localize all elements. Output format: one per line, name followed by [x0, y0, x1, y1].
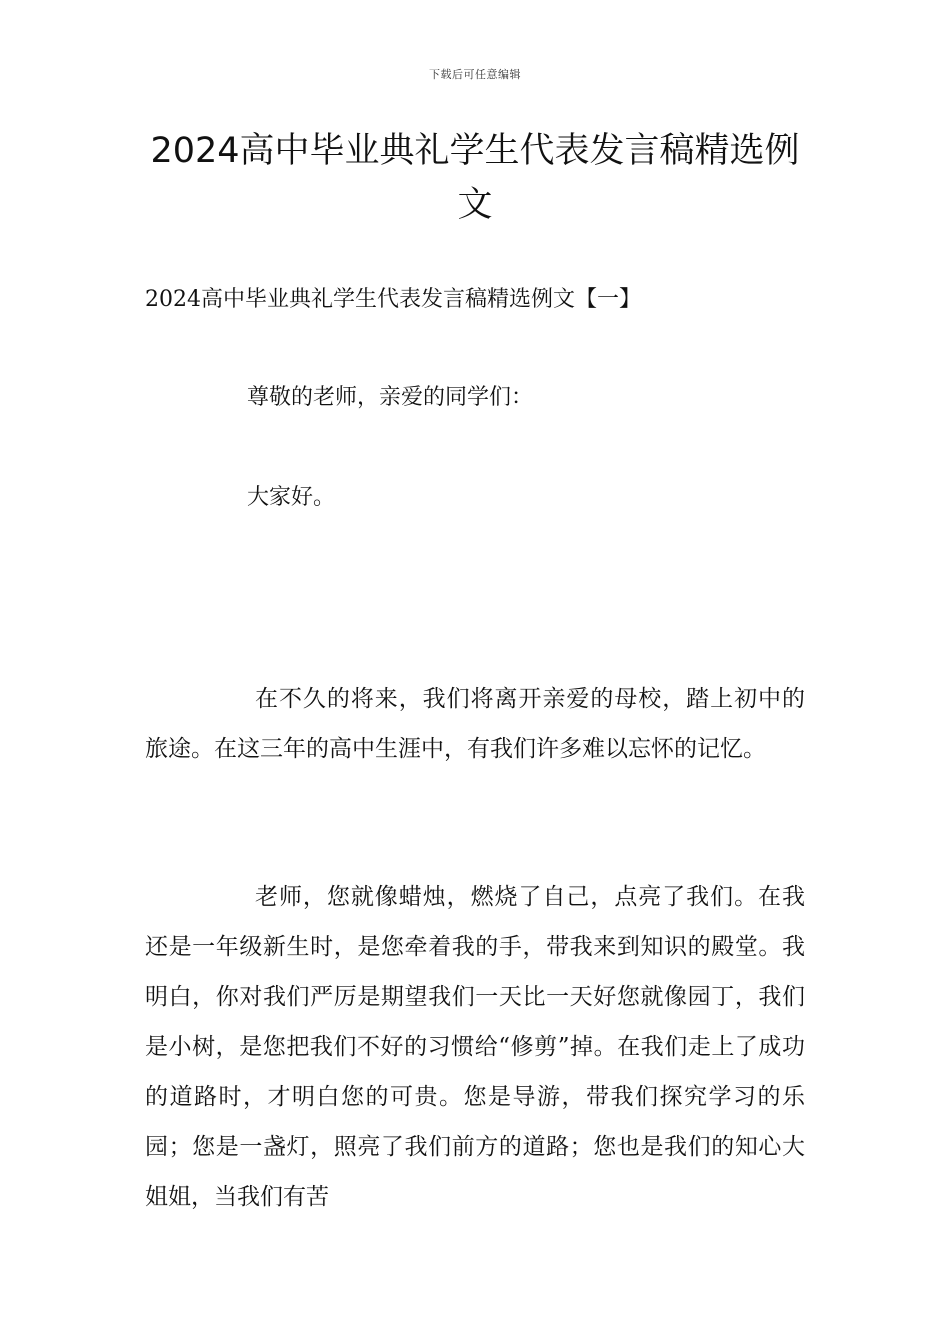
greeting: 大家好。	[247, 485, 336, 510]
paragraph: 在不久的将来，我们将离开亲爱的母校，踏上初中的旅途。在这三年的高中生涯中，有我们许多难以忘怀的记忆。	[145, 686, 805, 762]
section-heading: 2024高中毕业典礼学生代表发言稿精选例文【一】	[145, 287, 641, 312]
document-title: 2024高中毕业典礼学生代表发言稿精选例文	[150, 131, 800, 225]
paragraph: 老师，您就像蜡烛，燃烧了自己，点亮了我们。在我还是一年级新生时，是您牵着我的手，带我来到知识的殿堂。我明白，你对我们严厉是期望我们一天比一天好您就像园丁，我们是小树，是您把我们不好的习惯给“修剪”掉。在我们走上了成功的道路时，才明白您的可贵。您是导游，带我们探究学习的乐园；您是一盏灯，照亮了我们前方的道路；您也是我们的知心大姐姐，当我们有苦	[145, 884, 805, 1210]
header-note: 下载后可任意编辑	[429, 68, 521, 81]
salutation: 尊敬的老师，亲爱的同学们：	[247, 385, 534, 410]
